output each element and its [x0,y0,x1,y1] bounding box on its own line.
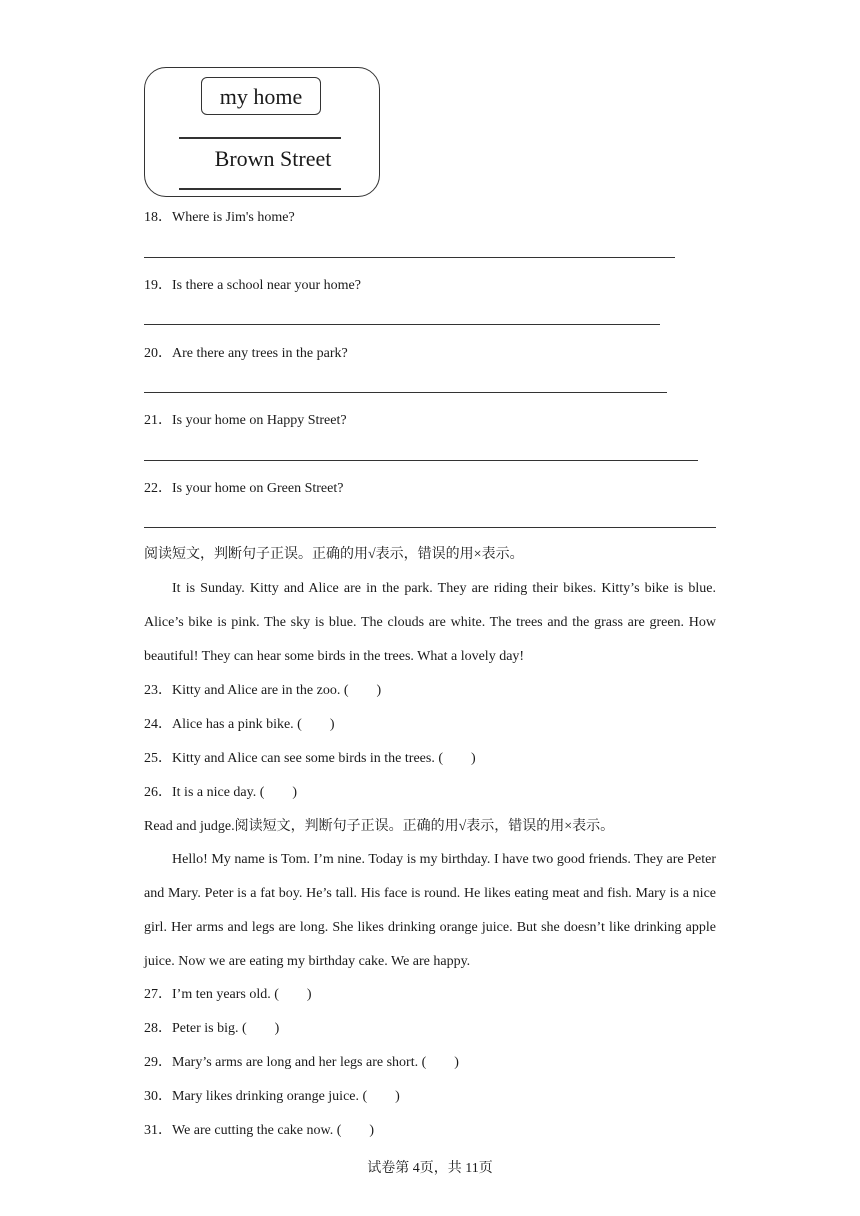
question-22: 22．Is your home on Green Street? [144,481,344,496]
question-26: 26．It is a nice day. ( ) [144,785,298,800]
answer-line-18[interactable] [144,257,675,258]
answer-line-21[interactable] [144,460,698,461]
street-name-label: Brown Street [214,146,332,171]
question-20: 20．Are there any trees in the park? [144,346,348,361]
question-23: 23．Kitty and Alice are in the zoo. ( ) [144,683,382,698]
question-18: 18．Where is Jim's home? [144,210,295,225]
question-31: 31．We are cutting the cake now. ( ) [144,1123,375,1138]
section2-instruction: 阅读短文，判断句子正误。正确的用√表示，错误的用×表示。 [144,547,524,562]
section3-instruction: Read and judge.阅读短文，判断句子正误。正确的用√表示，错误的用×表示。 [144,819,615,834]
question-27: 27．I’m ten years old. ( ) [144,987,312,1002]
home-label: my home [201,77,321,115]
answer-line-19[interactable] [144,324,660,325]
answer-line-20[interactable] [144,392,667,393]
question-24: 24．Alice has a pink bike. ( ) [144,717,335,732]
street-map-picture [144,67,380,197]
question-29: 29．Mary’s arms are long and her legs are short. ( ) [144,1055,459,1070]
question-28: 28．Peter is big. ( ) [144,1021,280,1036]
section3-passage: Hello! My name is Tom. I’m nine. Today is my birthday. I have two good friends. They are Peter and Mary. Peter is a fat boy. He’s tall. His face is round. He likes eating meat and fish. Mary is a nice girl. Her arms and legs are long. She likes drinking orange juice. But she doesn’t like drinking apple juice. Now we are eating my birthday cake. We are happy. [144,852,716,969]
question-19: 19．Is there a school near your home? [144,278,361,293]
street-line-top [179,137,341,139]
section2-passage: It is Sunday. Kitty and Alice are in the park. They are riding their bikes. Kitty’s bike is blue. Alice’s bike is pink. The sky is blue. The clouds are white. The trees and the grass are green. How beautiful! They can hear some birds in the trees. What a lovely day! [144,581,716,664]
question-25: 25．Kitty and Alice can see some birds in the trees. ( ) [144,751,476,766]
street-line-bottom [179,188,341,190]
question-21: 21．Is your home on Happy Street? [144,413,347,428]
page-footer: 试卷第 4页，共 11页 [367,1161,493,1176]
question-30: 30．Mary likes drinking orange juice. ( ) [144,1089,400,1104]
answer-line-22[interactable] [144,527,716,528]
